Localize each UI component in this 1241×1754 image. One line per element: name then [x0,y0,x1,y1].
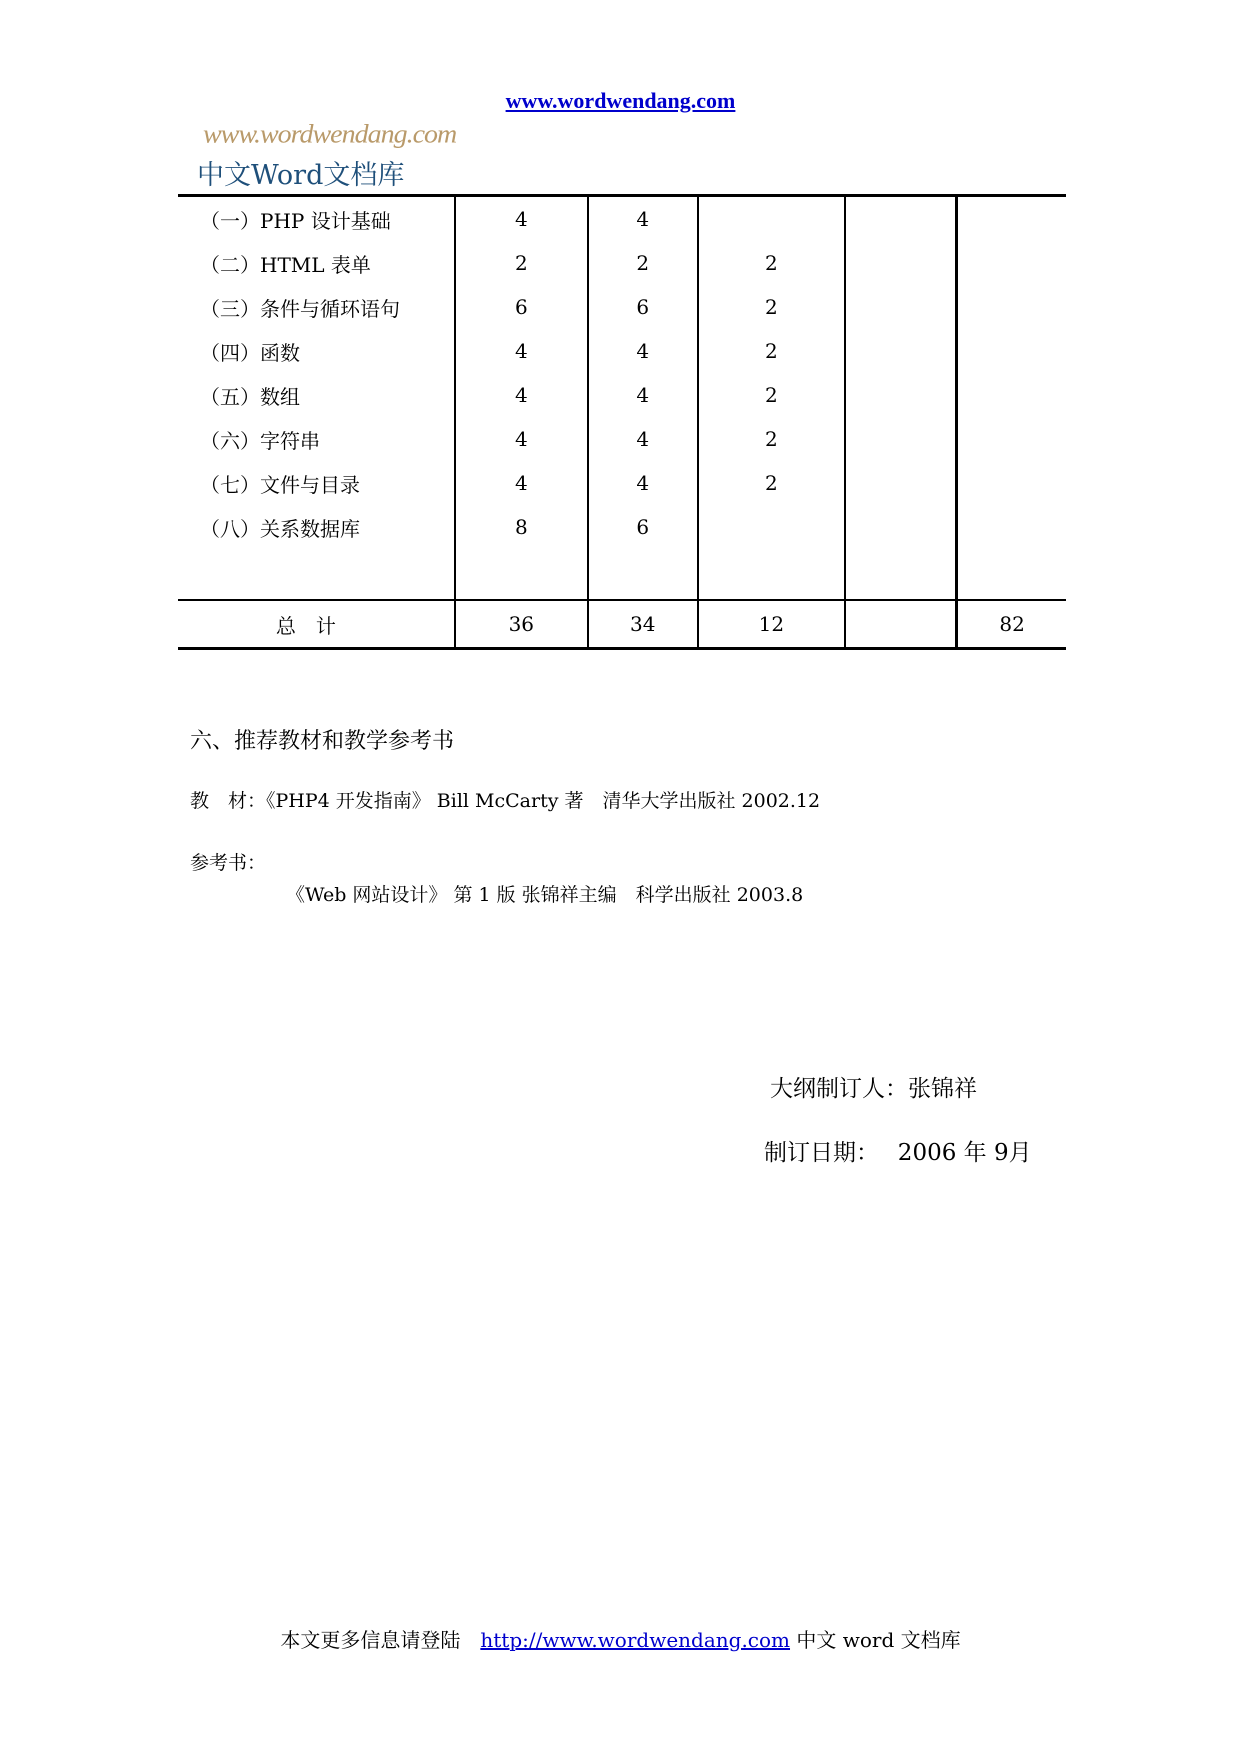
cell-c1: 4 [455,373,588,417]
cell-c5 [957,241,1066,285]
cell-c4 [845,196,956,242]
references-label: 参考书： [190,852,267,874]
cell-c3: 2 [698,285,846,329]
cell-c3: 2 [698,373,846,417]
spacer-cell [957,549,1066,600]
cell-c4 [845,329,956,373]
table-row [178,285,1066,329]
cell-c4 [845,373,956,417]
header-link[interactable]: www.wordwendang.com [505,88,736,113]
cell-c3: 2 [698,461,846,505]
cell-c5 [957,285,1066,329]
footer-prefix: 本文更多信息请登陆 [280,1628,481,1652]
cell-c3 [698,505,846,549]
cell-c1: 8 [455,505,588,549]
cell-c3: 2 [698,329,846,373]
spacer-cell [455,549,588,600]
total-c4 [845,600,956,649]
total-c2: 34 [588,600,698,649]
table-row [178,373,1066,417]
cell-c1: 4 [455,461,588,505]
cell-c2: 6 [588,285,698,329]
cell-c4 [845,417,956,461]
footer [0,1624,1241,1653]
total-c3: 12 [698,600,846,649]
cell-c2: 6 [588,505,698,549]
cell-c5 [957,417,1066,461]
row-label: （一）PHP 设计基础 [178,196,455,242]
table-total-row [178,600,1066,649]
row-label: （八）关系数据库 [200,516,360,541]
table-row [178,241,1066,285]
footer-suffix: 中文 word 文档库 [790,1628,961,1652]
cell-c5 [957,461,1066,505]
logo-name: 中文Word文档库 [197,160,405,191]
date-line: 制订日期： 2006 年 9月 [764,1140,1032,1166]
textbook-line: 教 材：《PHP4 开发指南》 Bill McCarty 著 清华大学出版社 2002.12 [190,790,821,812]
table-row [178,461,1066,505]
cell-c2: 4 [588,373,698,417]
row-label: （七）文件与目录 [200,472,360,497]
table-row [178,196,1066,242]
cell-c1: 2 [455,241,588,285]
cell-c4 [845,241,956,285]
section-title: 六、推荐教材和教学参考书 [190,729,455,754]
logo-url-text: www.wordwendang.com [203,119,457,150]
cell-c1: 6 [455,285,588,329]
cell-c5 [957,505,1066,549]
table-row [178,417,1066,461]
spacer-cell [698,549,846,600]
author-line: 大纲制订人：张锦祥 [770,1076,977,1102]
cell-c3: 2 [698,241,846,285]
row-label: （二）HTML 表单 [200,252,371,277]
reference-item: 《Web 网站设计》 第 1 版 张锦祥主编 科学出版社 2003.8 [286,884,804,906]
cell-c5 [957,329,1066,373]
cell-c1: 4 [455,196,588,242]
footer-link[interactable]: http://www.wordwendang.com [480,1628,791,1652]
cell-c3: 2 [698,417,846,461]
cell-c2: 2 [588,241,698,285]
cell-c4 [845,285,956,329]
row-label: （四）函数 [200,340,300,365]
cell-c2: 4 [588,417,698,461]
cell-c2: 4 [588,461,698,505]
cell-c2: 4 [588,196,698,242]
spacer-cell [588,549,698,600]
cell-c5 [957,373,1066,417]
total-c1: 36 [455,600,588,649]
row-label: （六）字符串 [200,428,320,453]
cell-c3 [698,196,846,242]
cell-c4 [845,461,956,505]
cell-c5 [957,196,1066,242]
total-c5: 82 [957,600,1066,649]
table-row [178,505,1066,549]
spacer-cell [178,549,455,600]
site-logo [187,117,457,191]
spacer-cell [845,549,956,600]
cell-c2: 4 [588,329,698,373]
total-label: 总计 [178,600,455,649]
cell-c1: 4 [455,417,588,461]
cell-c1: 4 [455,329,588,373]
table-spacer-row [178,549,1066,600]
hours-table [178,194,1066,650]
table-row [178,329,1066,373]
cell-c4 [845,505,956,549]
row-label: （五）数组 [200,384,300,409]
row-label: （三）条件与循环语句 [200,296,400,321]
